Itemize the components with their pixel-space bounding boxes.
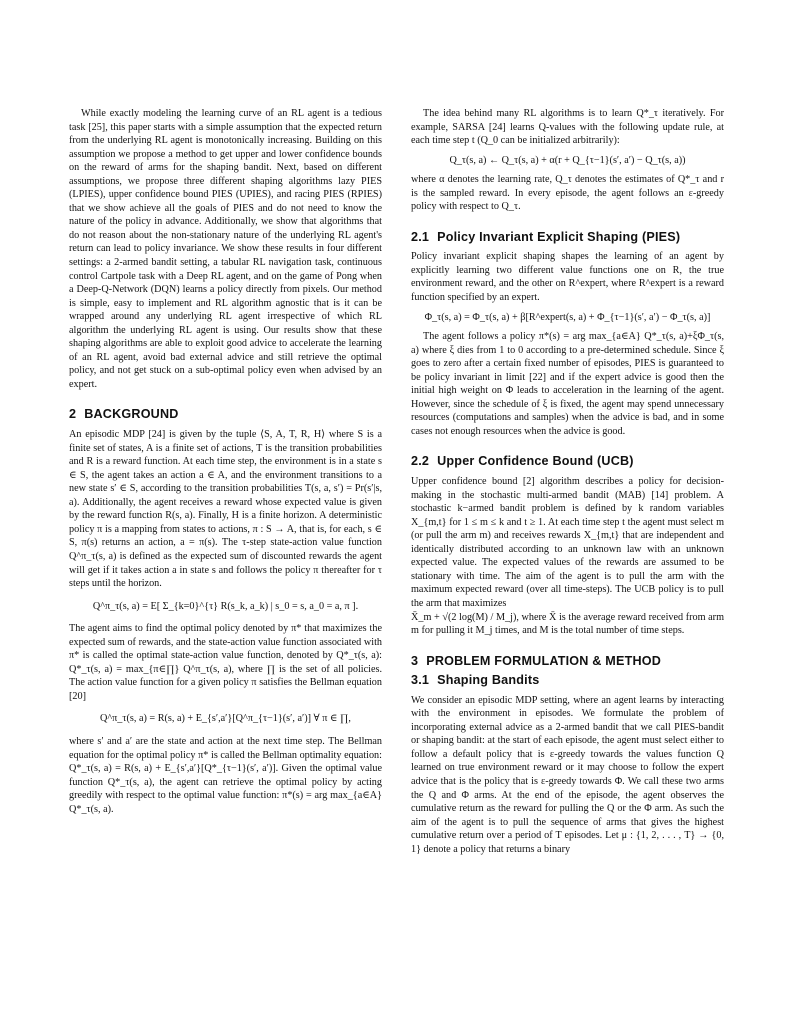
- intro-paragraph: While exactly modeling the learning curve of an RL agent is a tedious task [25], this paper starts with a simple assumption that the expected return from the underlying RL agent is monotonically increasing. Building on this assumption we propose a method to get upper and lower confidence bounds on the reward of arms for the shaping bandit. Next, based on different assumptions, we propose three different shaping algorithms lazy PIES (LPIES), upper confidence bound PIES (UPIES), and racing PIES (RPIES) that we show achieve all the goals of PIES and do not need to know the nature of the policy in advance. Additionally, we show that algorithms that do not reason about the non-stationary nature of the underlying RL agent's return can lead to policy invariance. We show these results in four different settings: a 2-armed bandit setting, a tabular RL navigation task, continuous control Cartpole task with a Deep RL agent, and on the game of Pong when a Deep-Q-Network (DQN) learns a policy directly from pixels. Our method is simple, easy to implement and RL algorithm agnostic that is it can be wrapped around any underlying RL agent irrespective of which RL algorithm the underlying RL agent is using. Our results show that these shaping algorithms are able to exploit good advice to accelerate the learning of an RL agent, avoid bad external advice and still retrieve the optimal policy, and not get stuck on a sub-optimal policy even when advised by an expert.: [69, 108, 382, 390]
- right-column: [411, 107, 724, 856]
- section-3-1-heading: 3.1 Shaping Bandits: [411, 673, 540, 688]
- mdp-paragraph: An episodic MDP [24] is given by the tuple ⟨S, A, T, R, H⟩ where S is a finite set of states, A is a finite set of actions, T is the transition probabilities and R is a reward function. At each time step, the environment is in a state s ∈ S, the agent takes an action a ∈ A, and the environment transitions to a new state s′ ∈ S, according to the transition probabilities T(s, a, s′) = Pr(s′|s, a). Additionally, the agent receives a reward whose expected value is given by the reward function R(s, a). Finally, H is a finite horizon. A deterministic policy π is a mapping from states to actions, π : S → A, that is, for each, s ∈ S, π(s) returns an action, a = π(s). The τ-step state-action value function Q^π_τ(s, a) is defined as the expected sum of discounted rewards the agent will get if it takes action a in state s and follows the policy π thereafter for τ steps until the horizon.: [69, 429, 382, 590]
- phi-equation: Φ_τ(s, a) = Φ_τ(s, a) + β[R^expert(s, a) + Φ_{τ−1}(s′, a′) − Φ_τ(s, a)]: [424, 311, 711, 323]
- section-3-heading: 3 PROBLEM FORMULATION & METHOD: [411, 653, 662, 668]
- left-column: [69, 107, 382, 816]
- sarsa-equation: Q_τ(s, a) ← Q_τ(s, a) + α(r + Q_{τ−1}(s′, a′) − Q_τ(s, a)): [449, 154, 686, 166]
- section-2-heading: 2 BACKGROUND: [69, 407, 179, 422]
- section-2-1-heading: 2.1 Policy Invariant Explicit Shaping (PIES): [411, 229, 681, 244]
- ucb-paragraph: Upper confidence bound [2] algorithm describes a policy for decision-making in the stochastic multi-armed bandit (MAB) [14] problem. A stochastic k−armed bandit problem is defined by k random variables X_{m,t} for 1 ≤ m ≤ k and t ≥ 1. At each time step t the agent must select m (or pull the arm m) and receives rewards X_{m,t} that are independent and identically distributed according to an unknown law with an unknown expected value. The expected values of the rewards are assumed to be stationary with time. The aim of the agent is to pull the arm with the maximum expected reward (over all time-steps). The UCB policy is to pull the arm that maximizes: [411, 476, 724, 609]
- bellman-equation: Q^π_τ(s, a) = R(s, a) + E_{s′,a′}[Q^π_{τ−1}(s′, a′)] ∀ π ∈ ∏,: [100, 713, 351, 725]
- shaping-bandits-paragraph: We consider an episodic MDP setting, where an agent learns by interacting with the environment in episodes. We formulate the problem of incorporating external advice as a 2-armed bandit that we call PIES-bandit or shaping bandit: at the start of each episode, the agent must select either to follow a default policy that is ε-greedy towards the values function Q learned on true environment reward or it may choose to follow the expert advice that is the policy that is ε-greedy towards Φ. We call these two arms the Q and Φ arms. At the end of the episode, the agent observes the cumulative return as the reward for pulling the Q or the Φ arm. As such the aim of the agent is to pull the sequence of arms that gives the highest cumulative return over a period of T episodes. Let μ : {1, 2, . . . , T} → {0, 1} denote a policy that returns a binary: [411, 694, 724, 855]
- bellman-optimality-paragraph: where s′ and a′ are the state and action at the next time step. The Bellman equation for the optimal policy π* is called the Bellman optimality equation: Q*_τ(s, a) = R(s, a) + E_{s′,a′}[Q*_{τ−1}(s′, a′)]. Given the optimal value function Q*_τ(s, a), the agent can retrieve the optimal policy by acting greedily with respect to the optimal value function: π*(s) = arg max_{a∈A} Q*_τ(s, a).: [69, 735, 382, 815]
- ucb-formula-paragraph: X̄_m + √(2 log(M) / M_j), where X̄ is the average reward received from arm m for pulling it M_j times, and M is the total number of time steps.: [411, 611, 724, 637]
- optimal-policy-paragraph: The agent aims to find the optimal policy denoted by π* that maximizes the expected sum of rewards, and the state-action value function associated with π* is called the optimal state-action value function, denoted by Q*_τ(s, a): Q*_τ(s, a) = max_{π∈∏} Q^π_τ(s, a), where ∏ is the set of all policies. The action value function for a given policy π satisfies the Bellman equation [20]: [69, 623, 382, 702]
- pies-paragraph: Policy invariant explicit shaping shapes the learning of an agent by explicitly learning two different value functions one on R, the true environment reward, and the other on R^expert, where R^expert is a reward function specified by an expert.: [411, 251, 724, 304]
- sarsa-paragraph: The idea behind many RL algorithms is to learn Q*_τ iteratively. For example, SARSA [24] learns Q-values with the following update rule, at each time step t (Q_0 can be initialized arbitrarily):: [411, 108, 724, 147]
- sarsa-after-paragraph: where α denotes the learning rate, Q_τ denotes the estimates of Q*_τ and r is the sampled reward. In every episode, the agent follows an ε-greedy policy with respect to Q_τ.: [411, 174, 724, 213]
- pies-after-paragraph: The agent follows a policy π*(s) = arg max_{a∈A} Q*_τ(s, a)+ξΦ_τ(s, a) where ξ dies from 1 to 0 according to a pre-determined schedule. Since ξ goes to zero after a certain fixed number of episodes, PIES is guaranteed to be policy invariant in limit [22] and if the expert advice is good then the initial high weight on Φ leads to acceleration in the learning of the agent. However, since the schedule of ξ is fixed, the agent may spend unnecessary resources (computations and samples) when the advice is bad, and in some cases not enough resources when the advice is good.: [411, 331, 724, 437]
- section-2-2-heading: 2.2 Upper Confidence Bound (UCB): [411, 454, 634, 469]
- q-value-equation: Q^π_τ(s, a) = E[ Σ_{k=0}^{τ} R(s_k, a_k) | s_0 = s, a_0 = a, π ].: [92, 600, 359, 612]
